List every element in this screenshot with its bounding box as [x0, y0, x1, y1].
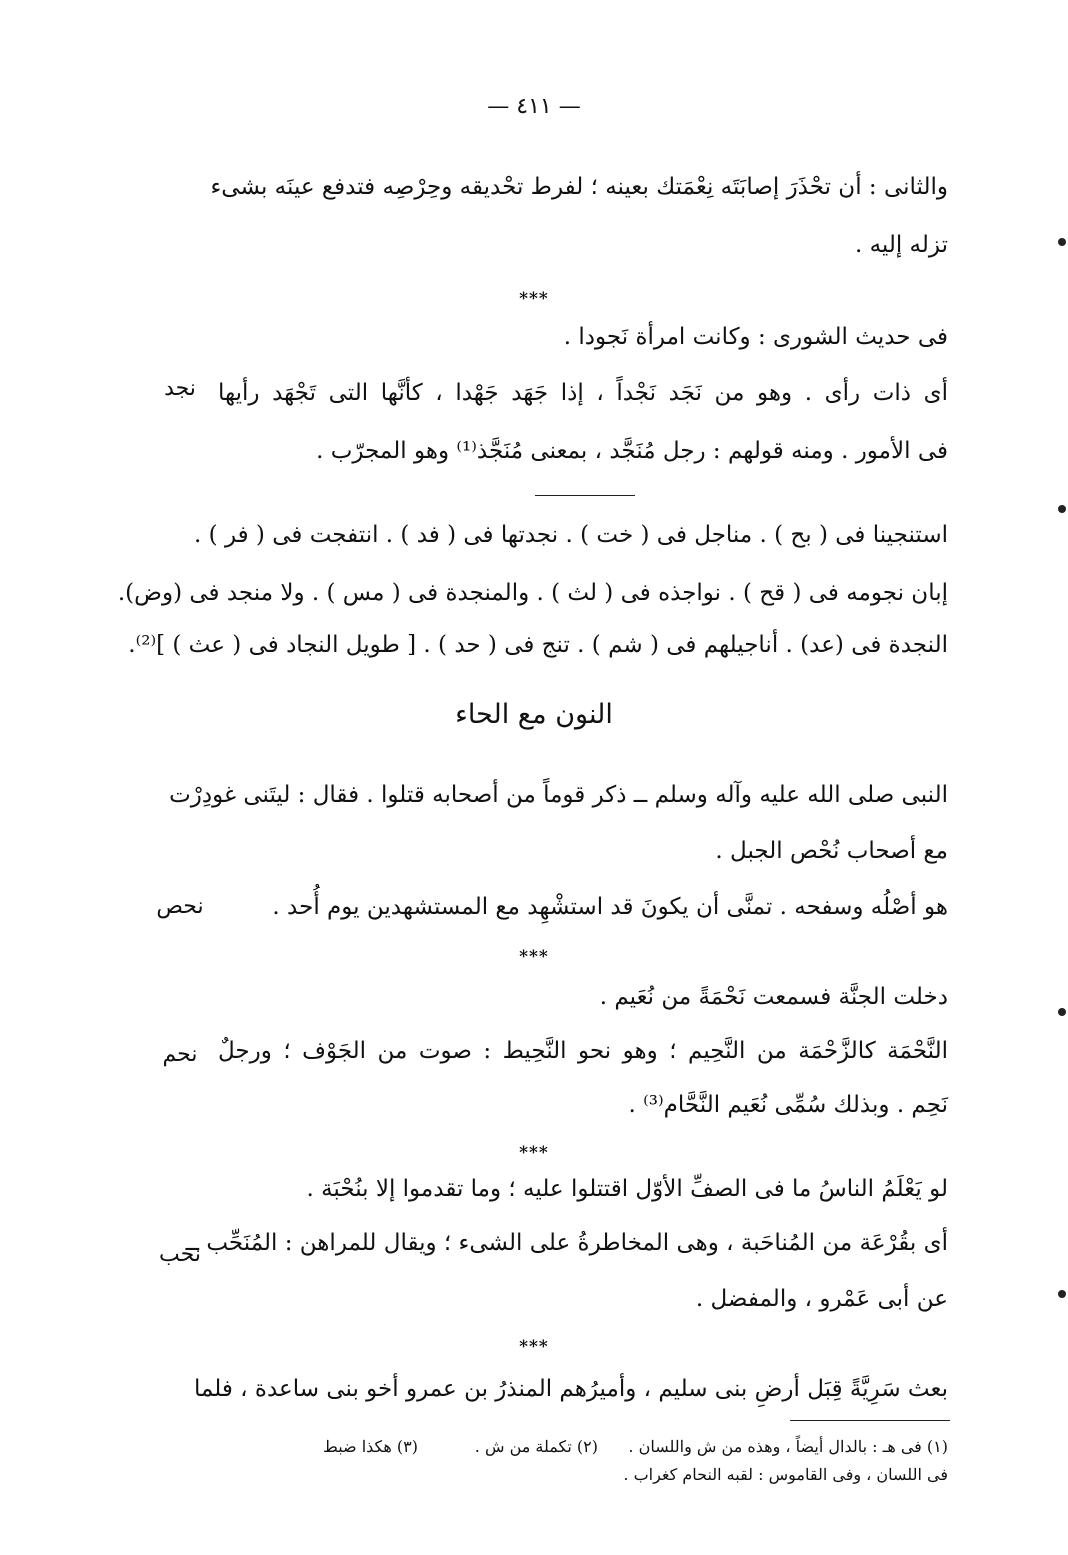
hadith-text: دخلت الجنَّة فسمعت نَحْمَةً من نُعَيم . [599, 984, 948, 1010]
reference-line: النجدة فى (عد) . أناجيلهم فى ( شم ) . تنج فى ( حد ) . [ طويل النجاد فى ( عث ) ]⁽²⁾. [128, 632, 948, 658]
scan-mark [1058, 238, 1066, 246]
paragraph-line: بعث سَرِيَّةً قِبَل أرضِ بنى سليم ، وأميرُهم المنذرُ بن عمرو أخو بنى ساعدة ، فلما [193, 1376, 948, 1402]
reference-line: استنجينا فى ( بح ) . مناجل فى ( خت ) . نجدتها فى ( فد ) . انتفجت فى ( فر ) . [194, 522, 948, 548]
page-number: — ٤١١ — [487, 94, 581, 119]
explanation-line: عن أبى عَمْرو ، والمفضل . [695, 1286, 948, 1312]
hadith-text: النبى صلى الله عليه وآله وسلم ــ ذكر قوماً من أصحابه قتلوا . فقال : ليتَنى غودِرْت [169, 782, 948, 808]
section-separator: *** [519, 1337, 549, 1357]
scan-mark [1058, 505, 1066, 513]
explanation-line: هو أصْلُه وسفحه . تمنَّى أن يكونَ قد استشْهِد مع المستشهدين يوم أُحد . [272, 894, 948, 920]
hadith-text: لو يَعْلَمُ الناسُ ما فى الصفِّ الأوّل اقتتلوا عليه ؛ وما تقدموا إلا بنُحْبَة . [306, 1176, 948, 1202]
explanation-line: أى ذات رأى . وهو من نَجَد نَجْداً ، إذا جَهَد جَهْدا ، كأنَّها التى تَجْهَد رأيها [218, 380, 948, 406]
explanation-line: فى الأمور . ومنه قولهم : رجل مُنَجَّد ، بمعنى مُنَجَّذ⁽¹⁾ وهو المجرّب . [316, 438, 948, 464]
reference-line: إبان نجومه فى ( قح ) . نواجذه فى ( لث ) . والمنجدة فى ( مس ) . ولا منجد فى (وض). [117, 580, 948, 606]
margin-keyword: نحص [156, 894, 204, 919]
margin-keyword: نحم [162, 1042, 198, 1067]
paragraph-line: تزله إليه . [854, 232, 948, 258]
section-heading: النون مع الحاء [455, 699, 613, 730]
scan-mark [1058, 1008, 1066, 1016]
footnote-rule [790, 1420, 950, 1421]
divider [535, 495, 635, 496]
footnote-3: (٣) هكذا ضبط [323, 1437, 418, 1456]
hadith-text: فى حديث الشورى : وكانت امرأة نَجودا . [563, 324, 948, 350]
scan-mark [1058, 1290, 1066, 1298]
explanation-line: نَحِم . وبذلك سُمِّى نُعَيم النَّحَّام⁽³⁾ . [628, 1092, 948, 1118]
hadith-text: مع أصحاب نُحْص الجبل . [715, 838, 948, 864]
paragraph-line: والثانى : أن تحْذَرَ إصابَتَه نِعْمَتك بعينه ؛ لفرط تحْديقه وحِرْصِه فتدفع عينَه بشىء [210, 174, 948, 200]
section-separator: *** [519, 947, 549, 967]
section-separator: *** [519, 1143, 549, 1163]
section-separator: *** [519, 289, 549, 309]
margin-keyword: نجد [164, 376, 196, 401]
explanation-line: أى بقُرْعَة من المُناحَبة ، وهى المخاطرةُ على الشىء ؛ ويقال للمراهن : المُنَحِّب ــ [185, 1230, 948, 1256]
footnote-2: (٢) تكملة من ش . [474, 1437, 598, 1456]
margin-keyword: نحب [159, 1242, 201, 1267]
footnote-3-continued: فى اللسان ، وفى القاموس : لقبه النحام كغراب . [623, 1465, 948, 1484]
footnote-1: (١) فى هـ : بالدال أيضاً ، وهذه من ش واللسان . [628, 1437, 948, 1456]
explanation-line: النَّحْمَة كالزَّحْمَة من النَّحِيم ؛ وهو نحو النَّحِيط : صوت من الجَوْف ؛ ورجلٌ [218, 1038, 948, 1064]
